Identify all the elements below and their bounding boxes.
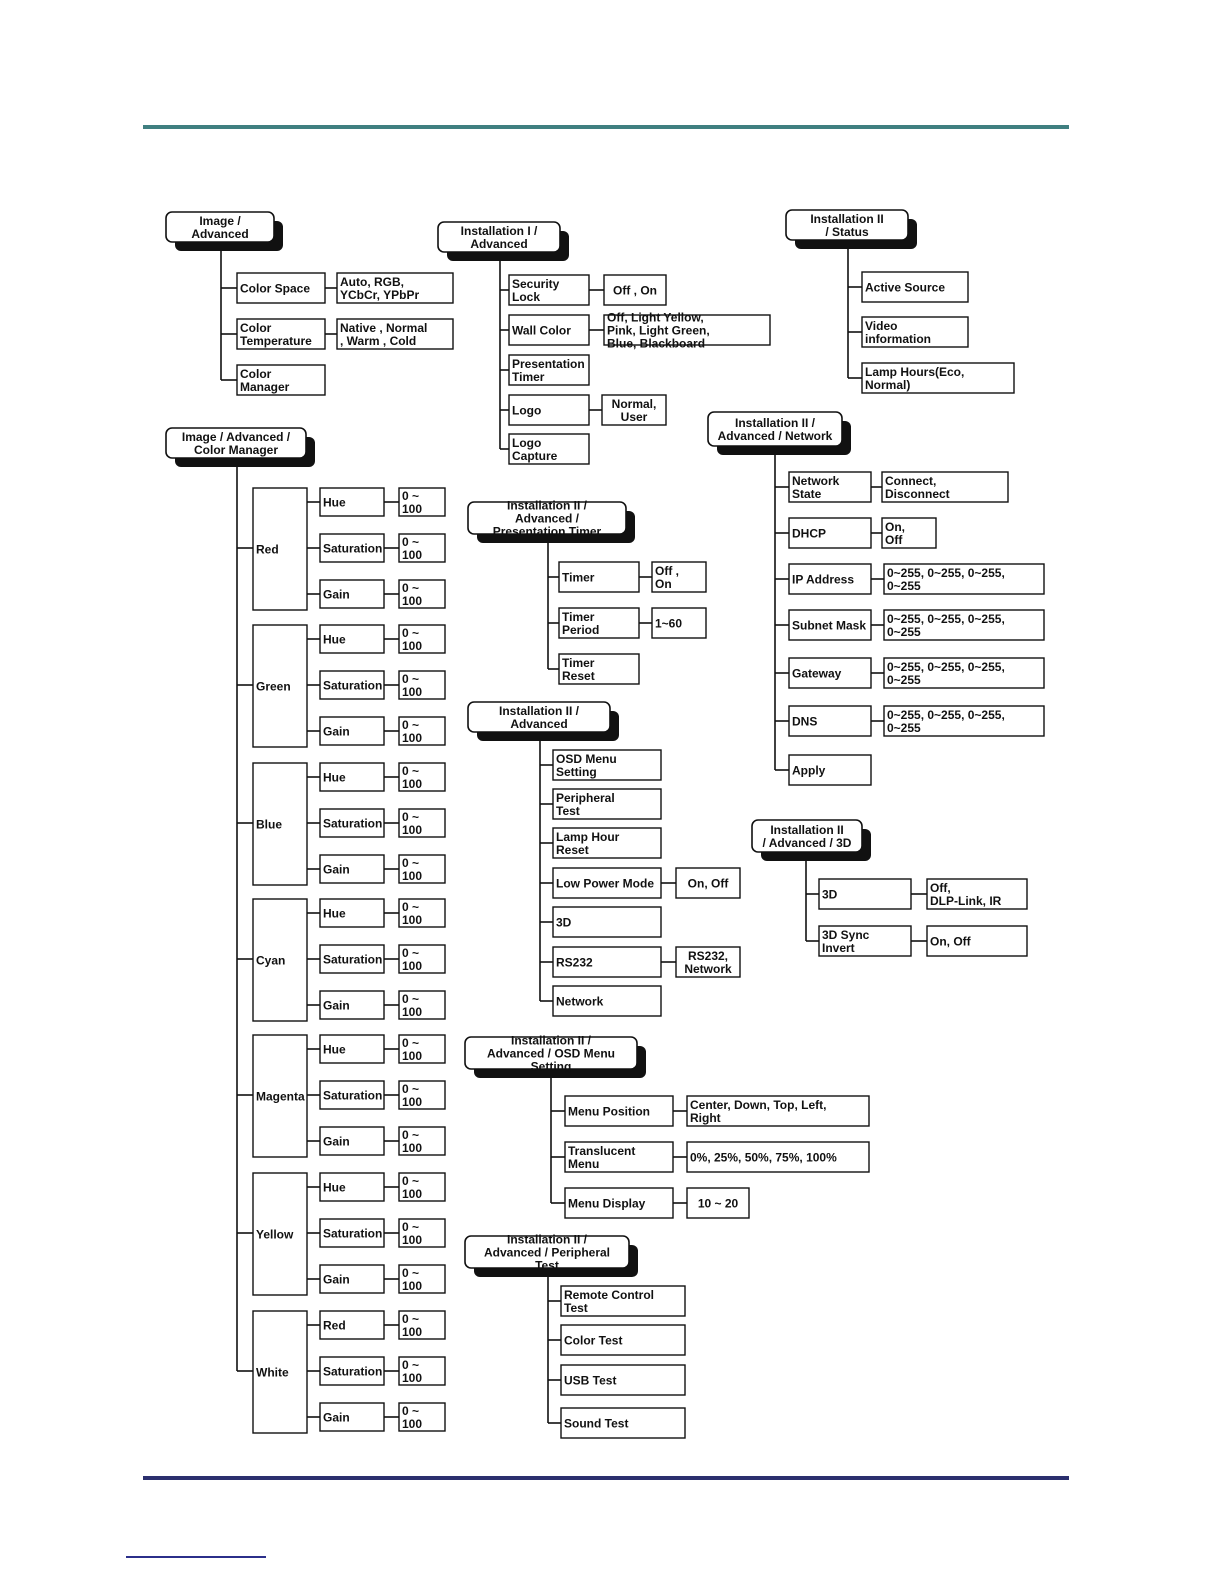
color-magenta: [253, 1035, 307, 1157]
range-blue-hue: [399, 763, 445, 791]
param-blue-hue: [320, 763, 384, 791]
node-ip-address: [789, 564, 871, 594]
node-apply: [789, 755, 871, 785]
range-magenta-gain-label: 0 ~ 100: [402, 1128, 423, 1155]
param-white-red: [320, 1311, 384, 1339]
param-magenta-hue-label: Hue: [323, 1042, 346, 1057]
param-blue-gain-label: Gain: [323, 862, 350, 877]
param-white-saturation-label: Saturation: [323, 1364, 383, 1379]
range-green-gain: [399, 717, 445, 745]
node-active-source: [862, 272, 968, 302]
node-network-label: Network: [556, 994, 604, 1009]
range-cyan-saturation: [399, 945, 445, 973]
title-color-manager: [166, 428, 315, 467]
range-green-saturation: [399, 671, 445, 699]
param-red-gain-label: Gain: [323, 587, 350, 602]
node-color-test-label: Color Test: [564, 1333, 623, 1348]
title-installation2-status-label: Installation II / Status: [810, 212, 884, 239]
range-cyan-hue-label: 0 ~ 100: [402, 900, 423, 927]
param-green-hue: [320, 625, 384, 653]
node-osd-menu-setting: [553, 750, 661, 780]
param-red-hue-label: Hue: [323, 495, 346, 510]
param-green-hue-label: Hue: [323, 632, 346, 647]
node-subnet-mask: [789, 610, 871, 640]
node-menu-display: [565, 1188, 673, 1218]
range-white-red-label: 0 ~ 100: [402, 1312, 423, 1339]
title-network-label: Installation II / Advanced / Network: [717, 416, 833, 443]
title-installation1-advanced-label: Installation I / Advanced: [460, 224, 538, 251]
value-low-power-mode-label: On, Off: [687, 876, 729, 891]
range-yellow-saturation: [399, 1219, 445, 1247]
value-3d-sync-invert-label: On, Off: [930, 934, 971, 949]
color-cyan: [253, 899, 307, 1021]
range-yellow-gain-label: 0 ~ 100: [402, 1266, 423, 1293]
range-magenta-hue-label: 0 ~ 100: [402, 1036, 423, 1063]
value-network-state: [882, 472, 1008, 502]
node-color-temperature: [237, 319, 325, 349]
param-red-saturation: [320, 534, 384, 562]
range-blue-gain: [399, 855, 445, 883]
title-installation2-status: [786, 210, 917, 249]
value-security-lock: [604, 275, 666, 305]
color-blue: [253, 763, 307, 885]
range-red-gain-label: 0 ~ 100: [402, 581, 423, 608]
range-magenta-saturation-label: 0 ~ 100: [402, 1082, 423, 1109]
value-menu-display: [687, 1188, 749, 1218]
range-white-gain-label: 0 ~ 100: [402, 1404, 423, 1431]
node-lamp-hour-reset: [553, 828, 661, 858]
value-rs232-label: RS232, Network: [684, 949, 732, 976]
range-red-saturation-label: 0 ~ 100: [402, 535, 423, 562]
range-cyan-hue: [399, 899, 445, 927]
node-remote-control-test: [561, 1286, 685, 1316]
value-security-lock-label: Off , On: [613, 283, 657, 298]
node-lamp-hours-eco-normal-label: Lamp Hours(Eco, Normal): [865, 365, 965, 392]
param-blue-saturation: [320, 809, 384, 837]
node-low-power-mode: [553, 868, 661, 898]
color-red-label: Red: [256, 542, 279, 557]
value-subnet-mask: [884, 610, 1044, 640]
node-color-manager-label: Color Manager: [240, 367, 290, 394]
node-menu-display-label: Menu Display: [568, 1196, 646, 1211]
color-magenta-label: Magenta: [256, 1089, 305, 1104]
node-lamp-hour-reset-label: Lamp Hour Reset: [556, 830, 620, 857]
color-blue-label: Blue: [256, 817, 283, 832]
value-translucent-menu-label: 0%, 25%, 50%, 75%, 100%: [690, 1150, 837, 1165]
node-logo-capture-label: Logo Capture: [512, 436, 558, 463]
node-video-information-label: Video information: [865, 319, 931, 346]
param-yellow-saturation-label: Saturation: [323, 1226, 383, 1241]
node-low-power-mode-label: Low Power Mode: [556, 876, 655, 891]
color-green-label: Green: [256, 679, 291, 694]
title-image-advanced-label: Image / Advanced: [191, 214, 249, 241]
node-usb-test-label: USB Test: [564, 1373, 617, 1388]
range-white-red: [399, 1311, 445, 1339]
node-timer-period: [559, 608, 639, 638]
param-blue-gain: [320, 855, 384, 883]
node-wall-color-label: Wall Color: [512, 323, 571, 338]
node-3d-sync-invert: [819, 926, 911, 956]
node-dhcp-label: DHCP: [792, 526, 827, 541]
value-dns: [884, 706, 1044, 736]
value-logo: [602, 395, 666, 425]
node-3d: [553, 907, 661, 937]
range-cyan-saturation-label: 0 ~ 100: [402, 946, 423, 973]
value-translucent-menu: [687, 1142, 869, 1172]
node-timer: [559, 562, 639, 592]
param-blue-saturation-label: Saturation: [323, 816, 383, 831]
value-3d: [927, 879, 1027, 909]
node-network-state: [789, 472, 871, 502]
range-red-hue-label: 0 ~ 100: [402, 489, 423, 516]
color-green: [253, 625, 307, 747]
value-network-state-label: Connect, Disconnect: [885, 474, 950, 501]
node-rs232-label: RS232: [556, 955, 593, 970]
param-yellow-hue: [320, 1173, 384, 1201]
value-color-space: [337, 273, 453, 303]
value-subnet-mask-label: 0~255, 0~255, 0~255, 0~255: [887, 612, 1005, 639]
range-magenta-gain: [399, 1127, 445, 1155]
range-yellow-gain: [399, 1265, 445, 1293]
range-cyan-gain-label: 0 ~ 100: [402, 992, 423, 1019]
range-cyan-gain: [399, 991, 445, 1019]
value-color-temperature-label: Native , Normal , Warm , Cold: [340, 321, 428, 348]
title-image-advanced: [166, 212, 283, 251]
title-peripheral-test-label: Installation II / Advanced / Peripheral Test: [483, 1232, 611, 1273]
node-usb-test: [561, 1365, 685, 1395]
node-timer-period-label: Timer Period: [562, 610, 600, 637]
node-color-manager: [237, 365, 325, 395]
node-sound-test-label: Sound Test: [564, 1416, 629, 1431]
range-yellow-hue: [399, 1173, 445, 1201]
param-yellow-gain: [320, 1265, 384, 1293]
value-ip-address-label: 0~255, 0~255, 0~255, 0~255: [887, 566, 1005, 593]
node-lamp-hours-eco-normal: [862, 363, 1014, 393]
param-cyan-gain-label: Gain: [323, 998, 350, 1013]
param-cyan-hue-label: Hue: [323, 906, 346, 921]
range-green-hue: [399, 625, 445, 653]
node-presentation-timer: [509, 355, 589, 385]
value-menu-position-label: Center, Down, Top, Left, Right: [690, 1098, 827, 1125]
value-3d-sync-invert: [927, 926, 1027, 956]
node-apply-label: Apply: [792, 763, 826, 778]
value-timer-label: Off , On: [655, 564, 679, 591]
node-dns-label: DNS: [792, 714, 818, 729]
value-gateway: [884, 658, 1044, 688]
node-translucent-menu: [565, 1142, 673, 1172]
node-3d-label: 3D: [556, 915, 572, 930]
node-network: [553, 986, 661, 1016]
value-ip-address: [884, 564, 1044, 594]
node-security-lock-label: Security Lock: [512, 277, 560, 304]
range-red-hue: [399, 488, 445, 516]
node-timer-reset: [559, 654, 639, 684]
range-white-saturation-label: 0 ~ 100: [402, 1358, 423, 1385]
title-advanced-3d: [752, 820, 871, 861]
value-3d-label: Off, DLP-Link, IR: [930, 881, 1002, 908]
node-peripheral-test-label: Peripheral Test: [556, 791, 615, 818]
range-red-saturation: [399, 534, 445, 562]
node-3d: [819, 879, 911, 909]
color-cyan-label: Cyan: [256, 953, 286, 968]
node-timer-reset-label: Timer Reset: [562, 656, 595, 683]
param-white-saturation: [320, 1357, 384, 1385]
node-subnet-mask-label: Subnet Mask: [792, 618, 867, 633]
node-menu-position: [565, 1096, 673, 1126]
node-security-lock: [509, 275, 589, 305]
node-peripheral-test: [553, 789, 661, 819]
param-magenta-hue: [320, 1035, 384, 1063]
param-white-red-label: Red: [323, 1318, 346, 1333]
node-color-space: [237, 273, 325, 303]
node-remote-control-test-label: Remote Control Test: [564, 1288, 654, 1315]
node-translucent-menu-label: Translucent Menu: [568, 1144, 636, 1171]
node-wall-color: [509, 315, 589, 345]
value-rs232: [676, 947, 740, 977]
range-green-gain-label: 0 ~ 100: [402, 718, 423, 745]
range-red-gain: [399, 580, 445, 608]
range-green-hue-label: 0 ~ 100: [402, 626, 423, 653]
node-logo-capture: [509, 434, 589, 464]
node-network-state-label: Network State: [792, 474, 840, 501]
node-rs232: [553, 947, 661, 977]
node-timer-label: Timer: [562, 570, 595, 585]
param-cyan-saturation-label: Saturation: [323, 952, 383, 967]
node-video-information: [862, 317, 968, 347]
param-red-saturation-label: Saturation: [323, 541, 383, 556]
value-gateway-label: 0~255, 0~255, 0~255, 0~255: [887, 660, 1005, 687]
value-timer: [652, 562, 706, 592]
node-logo-label: Logo: [512, 403, 542, 418]
param-white-gain: [320, 1403, 384, 1431]
node-3d-sync-invert-label: 3D Sync Invert: [822, 928, 870, 955]
range-yellow-saturation-label: 0 ~ 100: [402, 1220, 423, 1247]
range-blue-saturation-label: 0 ~ 100: [402, 810, 423, 837]
node-color-test: [561, 1325, 685, 1355]
node-menu-position-label: Menu Position: [568, 1104, 650, 1119]
param-blue-hue-label: Hue: [323, 770, 346, 785]
range-magenta-hue: [399, 1035, 445, 1063]
value-logo-label: Normal, User: [611, 397, 657, 424]
node-osd-menu-setting-label: OSD Menu Setting: [556, 752, 617, 779]
title-network: [708, 412, 851, 455]
title-installation1-advanced: [438, 222, 569, 261]
param-cyan-gain: [320, 991, 384, 1019]
param-magenta-saturation: [320, 1081, 384, 1109]
value-menu-display-label: 10 ~ 20: [697, 1196, 739, 1211]
title-color-manager-label: Image / Advanced / Color Manager: [181, 430, 291, 457]
node-active-source-label: Active Source: [865, 280, 946, 295]
title-osd-menu-setting-label: Installation II / Advanced / OSD Menu Setting: [486, 1033, 616, 1074]
node-sound-test: [561, 1408, 685, 1438]
value-timer-period-label: 1~60: [655, 616, 683, 631]
param-cyan-saturation: [320, 945, 384, 973]
param-white-gain-label: Gain: [323, 1410, 350, 1425]
param-yellow-hue-label: Hue: [323, 1180, 346, 1195]
value-wall-color: [604, 311, 770, 351]
node-ip-address-label: IP Address: [792, 572, 855, 587]
range-blue-gain-label: 0 ~ 100: [402, 856, 423, 883]
value-dns-label: 0~255, 0~255, 0~255, 0~255: [887, 708, 1005, 735]
range-white-saturation: [399, 1357, 445, 1385]
value-dhcp-label: On, Off: [885, 520, 905, 547]
title-peripheral-test: [465, 1233, 638, 1278]
param-yellow-saturation: [320, 1219, 384, 1247]
color-white-label: White: [256, 1365, 289, 1380]
node-color-space-label: Color Space: [240, 281, 311, 296]
value-menu-position: [687, 1096, 869, 1126]
node-gateway: [789, 658, 871, 688]
param-magenta-gain-label: Gain: [323, 1134, 350, 1149]
param-magenta-saturation-label: Saturation: [323, 1088, 383, 1103]
param-yellow-gain-label: Gain: [323, 1272, 350, 1287]
title-presentation-timer-label: Installation II / Advanced / Presentation Timer: [492, 498, 602, 539]
node-logo: [509, 395, 589, 425]
range-white-gain: [399, 1403, 445, 1431]
value-color-space-label: Auto, RGB, YCbCr, YPbPr: [340, 275, 420, 302]
node-3d-label: 3D: [822, 887, 838, 902]
title-advanced-3d-label: Installation II / Advanced / 3D: [762, 823, 852, 850]
value-color-temperature: [337, 319, 453, 349]
node-dhcp: [789, 518, 871, 548]
color-red: [253, 488, 307, 610]
color-yellow: [253, 1173, 307, 1295]
param-magenta-gain: [320, 1127, 384, 1155]
param-green-saturation-label: Saturation: [323, 678, 383, 693]
node-presentation-timer-label: Presentation Timer: [512, 357, 585, 384]
value-low-power-mode: [676, 868, 740, 898]
color-yellow-label: Yellow: [256, 1227, 294, 1242]
range-magenta-saturation: [399, 1081, 445, 1109]
param-cyan-hue: [320, 899, 384, 927]
param-green-gain-label: Gain: [323, 724, 350, 739]
range-yellow-hue-label: 0 ~ 100: [402, 1174, 423, 1201]
node-dns: [789, 706, 871, 736]
title-osd-menu-setting: [465, 1034, 646, 1079]
title-installation2-advanced-label: Installation II / Advanced: [498, 704, 580, 731]
value-dhcp: [882, 518, 936, 548]
node-color-temperature-label: Color Temperature: [240, 321, 312, 348]
title-presentation-timer: [468, 499, 635, 544]
range-green-saturation-label: 0 ~ 100: [402, 672, 423, 699]
value-wall-color-label: Off, Light Yellow, Pink, Light Green, Blue, Blackboard: [607, 310, 710, 351]
value-timer-period: [652, 608, 706, 638]
param-green-gain: [320, 717, 384, 745]
range-blue-saturation: [399, 809, 445, 837]
range-blue-hue-label: 0 ~ 100: [402, 764, 423, 791]
color-white: [253, 1311, 307, 1433]
param-green-saturation: [320, 671, 384, 699]
param-red-gain: [320, 580, 384, 608]
title-installation2-advanced: [468, 702, 619, 741]
param-red-hue: [320, 488, 384, 516]
node-gateway-label: Gateway: [792, 666, 842, 681]
